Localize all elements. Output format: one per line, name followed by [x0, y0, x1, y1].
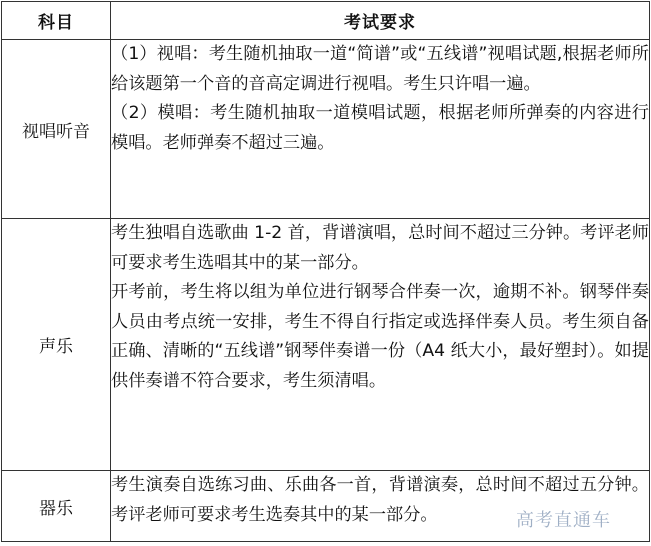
table-row [2, 219, 650, 471]
requirement-paragraph: 考生演奏自选练习曲、乐曲各一首，背谱演奏，总时间不超过五分钟。考评老师可要求考生选奏其中的某一部分。 [111, 475, 649, 525]
requirements-cell [111, 471, 650, 542]
requirement-paragraph: （2）模唱：考生随机抽取一道模唱试题，根据老师所弹奏的内容进行模唱。老师弹奏不超过三遍。 [111, 103, 649, 153]
header-requirements: 考试要求 [111, 2, 650, 40]
header-subject: 科目 [2, 2, 111, 40]
subject-cell: 器乐 [2, 471, 111, 542]
subject-cell: 声乐 [2, 219, 111, 471]
requirement-paragraph: （1）视唱：考生随机抽取一道“简谱”或“五线谱”视唱试题,根据老师所给该题第一个音的音高定调进行视唱。考生只许唱一遍。 [111, 44, 649, 94]
subject-cell: 视唱听音 [2, 40, 111, 219]
watermark-text: 高考直通车 [516, 510, 611, 531]
requirement-paragraph: 开考前，考生将以组为单位进行钢琴合伴奏一次，逾期不补。钢琴伴奏人员由考点统一安排，考生不得自行指定或选择伴奏人员。考生须自备正确、清晰的“五线谱”钢琴伴奏谱一份（A4 纸大小，最好塑封）。如提供伴奏谱不符合要求，考生须清唱。 [111, 282, 649, 391]
exam-requirements-table [1, 1, 650, 542]
header-row [2, 2, 650, 40]
requirement-paragraph: 考生独唱自选歌曲 1-2 首，背谱演唱，总时间不超过三分钟。考评老师可要求考生选唱其中的某一部分。 [111, 223, 649, 273]
requirements-cell [111, 40, 650, 219]
requirements-cell [111, 219, 650, 471]
table-row [2, 471, 650, 542]
table-row [2, 40, 650, 219]
